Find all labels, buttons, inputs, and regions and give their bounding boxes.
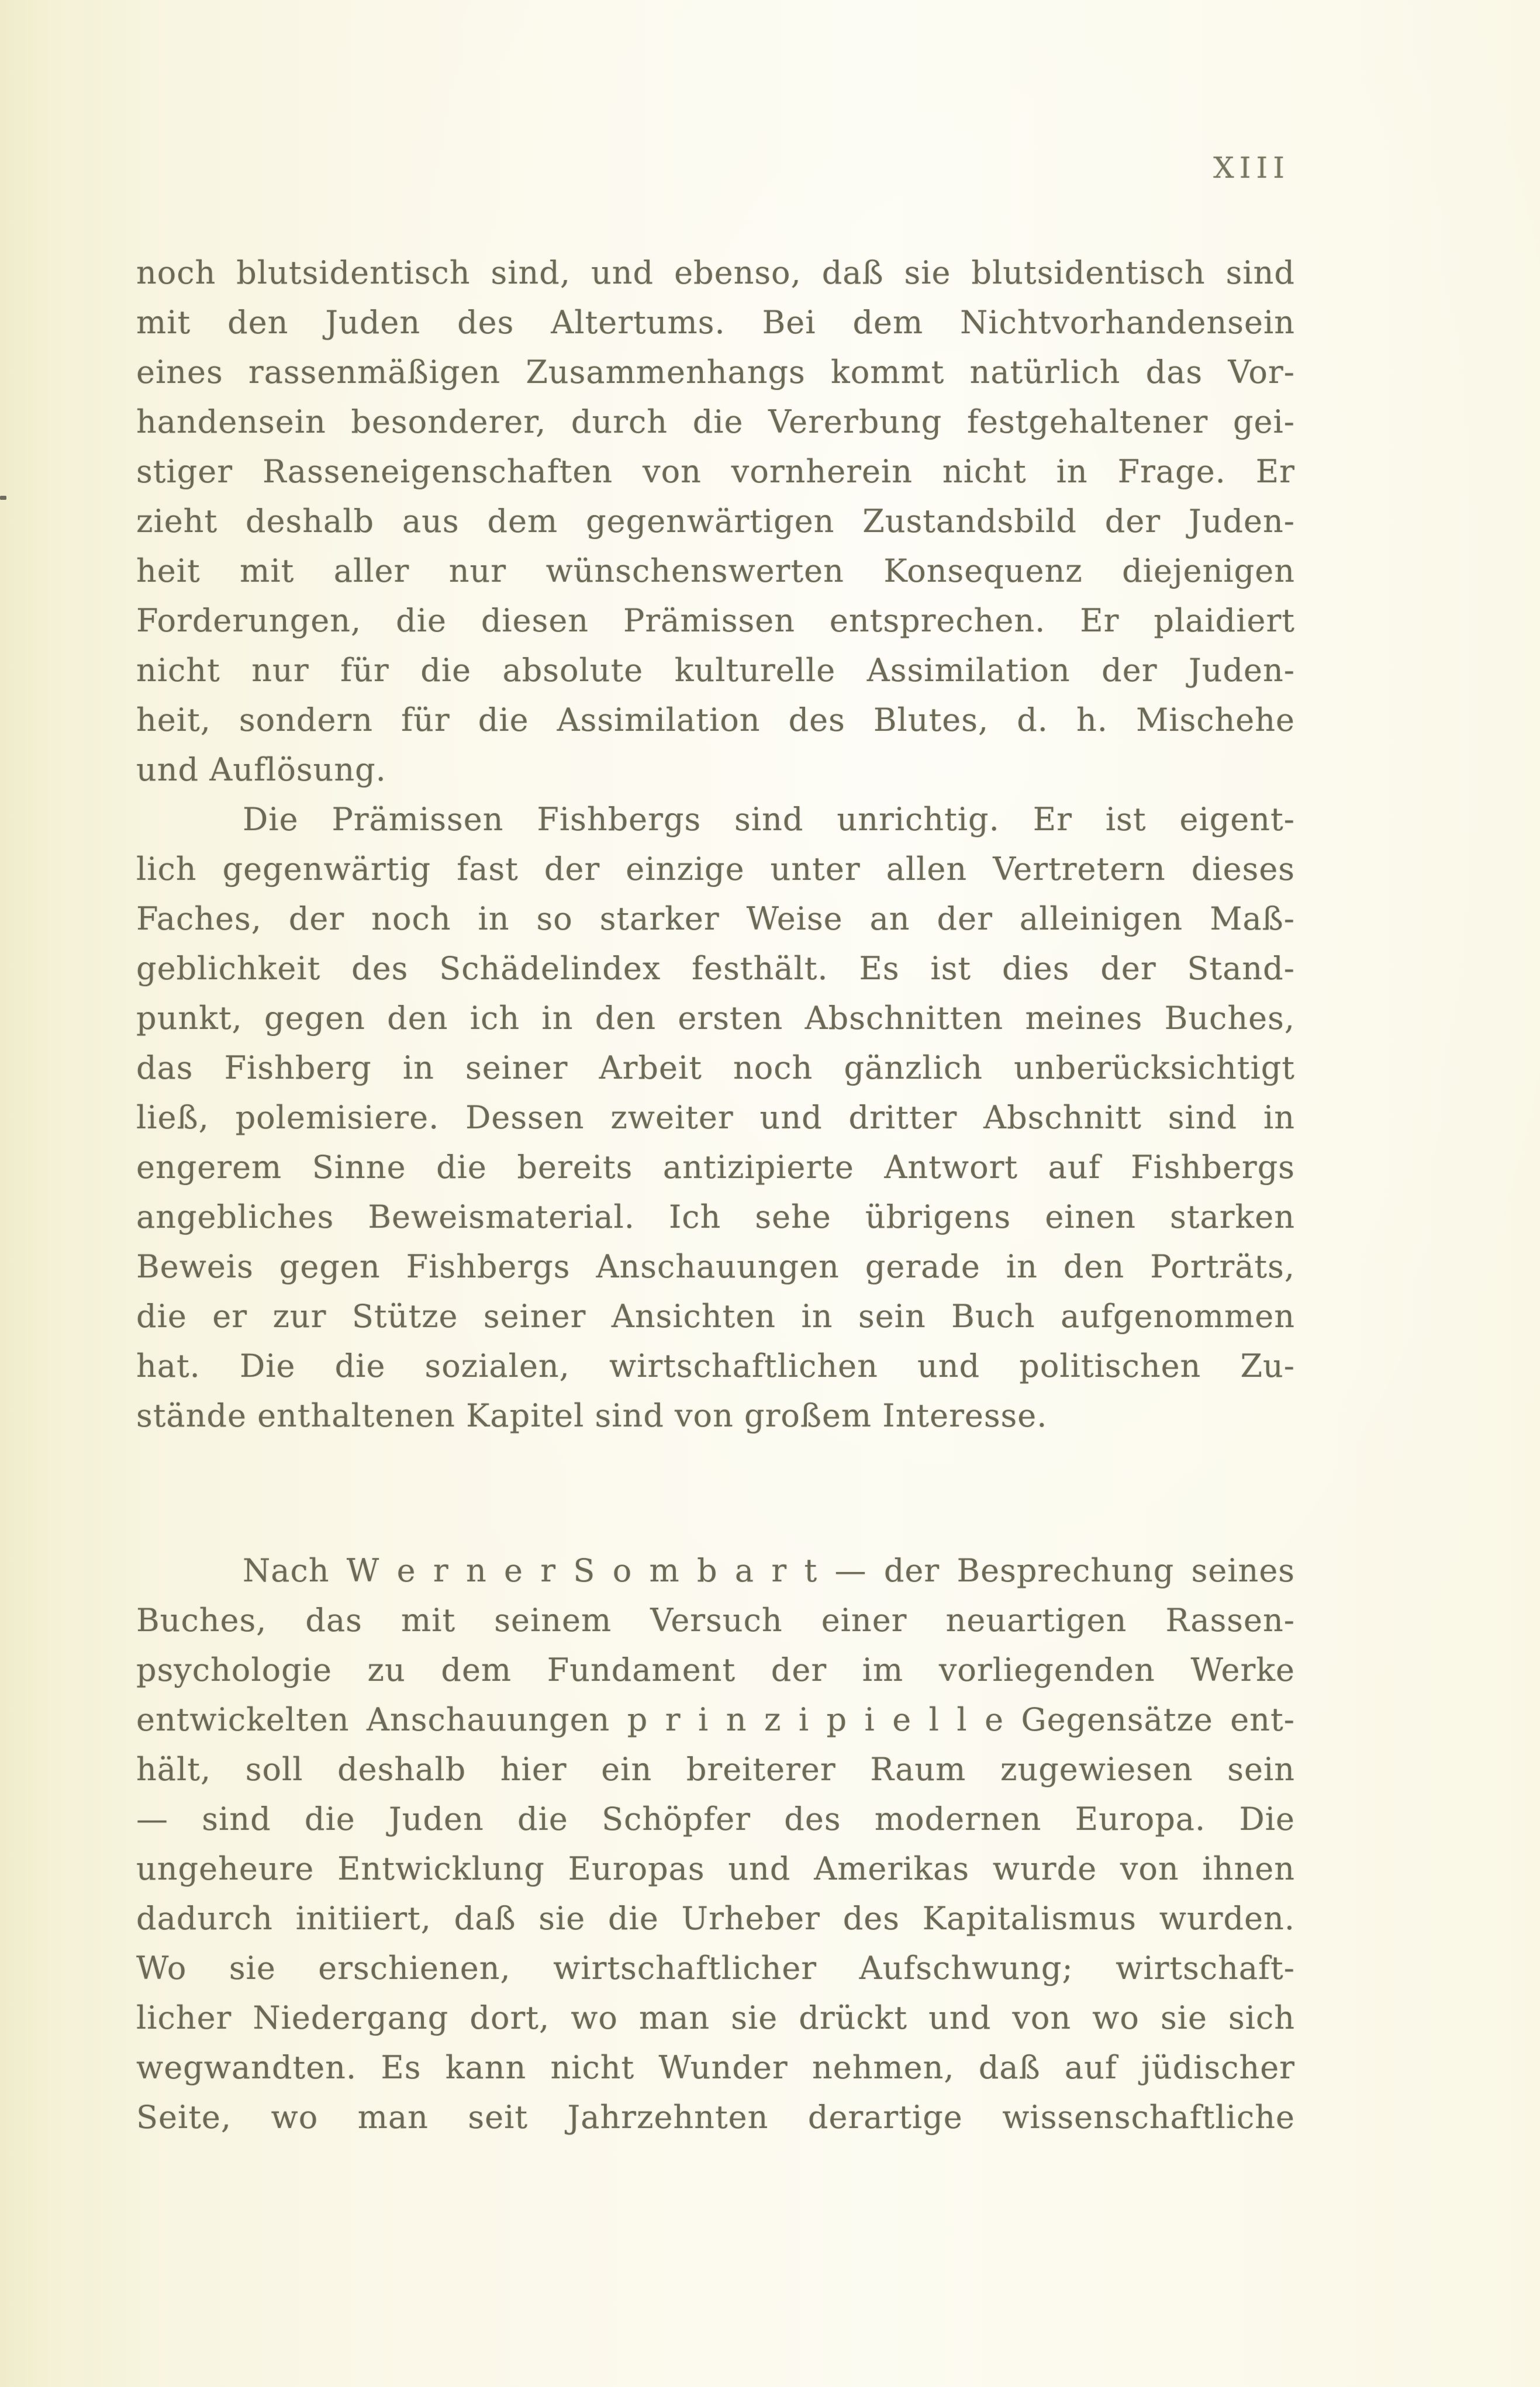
text-line: handensein besonderer, durch die Vererbung festgehaltener gei- xyxy=(136,403,1295,440)
page-number: XIII xyxy=(1213,151,1290,185)
text-line: stände enthaltenen Kapitel sind von großem Interesse. xyxy=(136,1397,1048,1434)
text-line: hat. Die die sozialen, wirtschaftlichen und politischen Zu- xyxy=(136,1348,1295,1384)
text-line: Nach W e r n e r S o m b a r t — der Besprechung seines xyxy=(243,1552,1295,1589)
text-line: hält, soll deshalb hier ein breiterer Raum zugewiesen sein xyxy=(136,1751,1295,1788)
text-line: lich gegenwärtig fast der einzige unter allen Vertretern dieses xyxy=(136,851,1295,887)
text-line: licher Niedergang dort, wo man sie drückt und von wo sie sich xyxy=(136,1999,1295,2036)
text-line: angebliches Beweismaterial. Ich sehe übrigens einen starken xyxy=(136,1198,1295,1235)
text-line: Seite, wo man seit Jahrzehnten derartige wissenschaftliche xyxy=(136,2099,1295,2136)
text-line: ließ, polemisiere. Dessen zweiter und dritter Abschnitt sind in xyxy=(136,1099,1295,1136)
text-line: zieht deshalb aus dem gegenwärtigen Zustandsbild der Juden- xyxy=(136,503,1295,540)
text-line: dadurch initiiert, daß sie die Urheber des Kapitalismus wurden. xyxy=(136,1900,1295,1937)
text-line: psychologie zu dem Fundament der im vorliegenden Werke xyxy=(136,1652,1295,1688)
text-line: ungeheure Entwicklung Europas und Amerikas wurde von ihnen xyxy=(136,1850,1295,1887)
text-line: punkt, gegen den ich in den ersten Abschnitten meines Buches, xyxy=(136,1000,1295,1037)
text-line: Buches, das mit seinem Versuch einer neuartigen Rassen- xyxy=(136,1602,1295,1639)
text-line: engerem Sinne die bereits antizipierte Antwort auf Fishbergs xyxy=(136,1149,1295,1186)
text-line: heit, sondern für die Assimilation des Blutes, d. h. Mischehe xyxy=(136,702,1295,738)
paragraph xyxy=(136,1546,1295,2142)
text-line: Beweis gegen Fishbergs Anschauungen gerade in den Porträts, xyxy=(136,1248,1295,1285)
text-line: stiger Rasseneigenschaften von vornherein nicht in Frage. Er xyxy=(136,453,1295,490)
text-line: eines rassenmäßigen Zusammenhangs kommt natürlich das Vor- xyxy=(136,354,1295,391)
text-line: das Fishberg in seiner Arbeit noch gänzlich unberücksichtigt xyxy=(136,1049,1295,1086)
paragraph xyxy=(136,794,1295,1441)
text-line: Wo sie erschienen, wirtschaftlicher Aufschwung; wirtschaft- xyxy=(136,1950,1295,1987)
text-line: mit den Juden des Altertums. Bei dem Nichtvorhandensein xyxy=(136,304,1295,341)
text-line: und Auflösung. xyxy=(136,751,386,788)
text-line: heit mit aller nur wünschenswerten Konsequenz diejenigen xyxy=(136,552,1295,589)
paragraph xyxy=(136,248,1295,794)
text-line: noch blutsidentisch sind, und ebenso, daß sie blutsidentisch sind xyxy=(136,254,1295,291)
text-line: entwickelten Anschauungen p r i n z i p i e l l e Gegensätze ent- xyxy=(136,1701,1295,1738)
text-line: nicht nur für die absolute kulturelle Assimilation der Juden- xyxy=(136,652,1295,689)
text-line: Forderungen, die diesen Prämissen entsprechen. Er plaidiert xyxy=(136,602,1295,639)
text-block xyxy=(136,248,1295,2142)
text-line: — sind die Juden die Schöpfer des modernen Europa. Die xyxy=(136,1801,1295,1837)
text-line: die er zur Stütze seiner Ansichten in sein Buch aufgenommen xyxy=(136,1298,1295,1335)
text-line: geblichkeit des Schädelindex festhält. Es ist dies der Stand- xyxy=(136,950,1295,987)
text-line: wegwandten. Es kann nicht Wunder nehmen, daß auf jüdischer xyxy=(136,2049,1295,2086)
scan-artifact-mark xyxy=(0,496,6,500)
text-line: Faches, der noch in so starker Weise an der alleinigen Maß- xyxy=(136,900,1295,937)
text-line: Die Prämissen Fishbergs sind unrichtig. Er ist eigent- xyxy=(243,801,1295,838)
